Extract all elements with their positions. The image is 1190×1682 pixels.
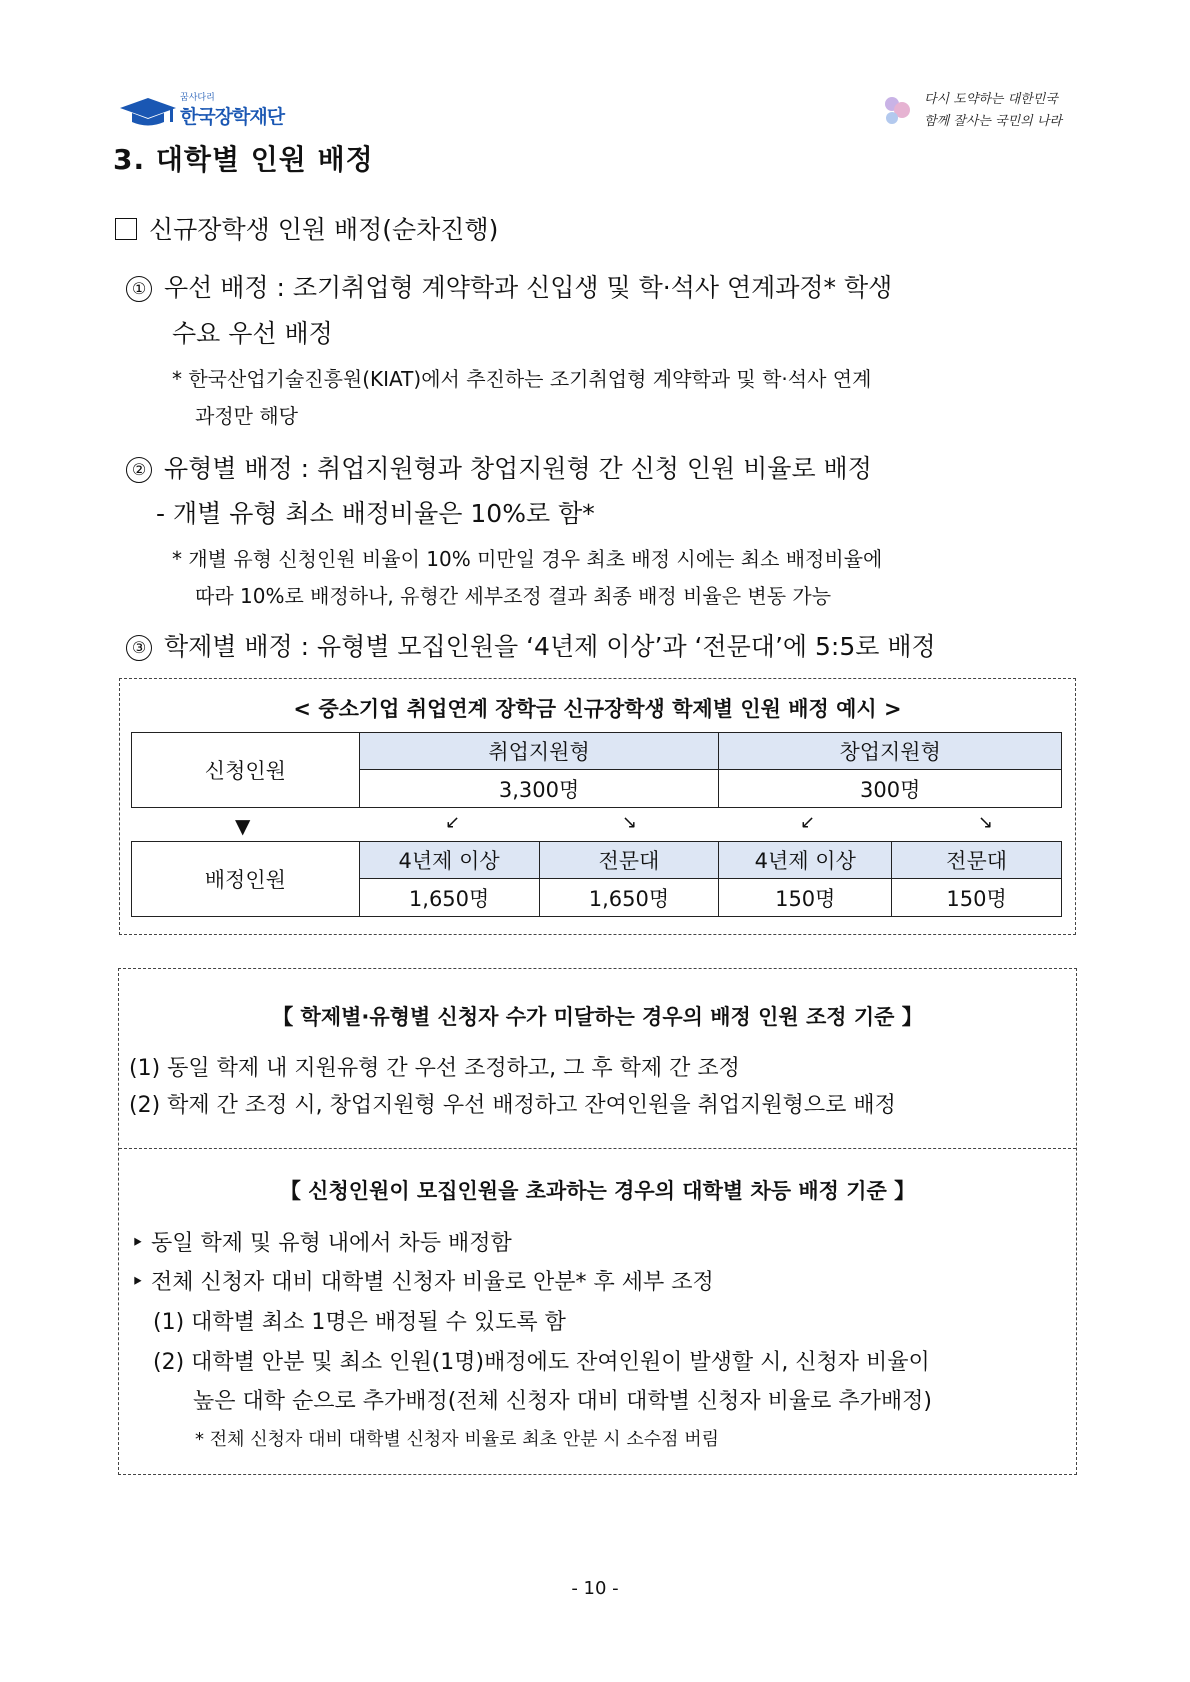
allocation-heading: 신규장학생 인원 배정(순차진행) <box>115 210 498 246</box>
number-2-icon: ② <box>126 457 152 483</box>
criteria-1-line-1: (1) 동일 학제 내 지원유형 간 우선 조정하고, 그 후 학제 간 조정 <box>129 1056 740 1081</box>
applicants-table <box>131 732 1062 808</box>
school-4year-header: 4년제 이상 <box>359 842 539 879</box>
criteria-2-sub-2b: 높은 대학 순으로 추가배정(전체 신청자 대비 대학별 신청자 비율로 추가배정) <box>193 1389 932 1414</box>
criteria-box <box>118 968 1077 1475</box>
slogan-line-2: 함께 잘사는 국민의 나라 <box>924 114 1062 129</box>
type-employment-header: 취업지원형 <box>359 733 719 770</box>
criteria-2-bullet-1: ‣ 동일 학제 및 유형 내에서 차등 배정함 <box>131 1231 512 1256</box>
item-2-note-2: 따라 10%로 배정하나, 유형간 세부조정 결과 최종 배정 비율은 변동 가능 <box>195 584 832 608</box>
item-1-line-2: 수요 우선 배정 <box>172 319 333 348</box>
government-slogan <box>878 84 1078 134</box>
flower-emblem-icon <box>878 90 918 130</box>
item-2-line-1: ② 유형별 배정 : 취업지원형과 창업지원형 간 신청 인원 비율로 배정 <box>126 449 872 485</box>
type-employment-count: 3,300명 <box>359 770 719 808</box>
type-startup-header: 창업지원형 <box>719 733 1062 770</box>
bullet-icon: ‣ <box>131 1231 144 1256</box>
section-title: 3. 대학별 인원 배정 <box>113 143 374 176</box>
criteria-2-sub-2a: (2) 대학별 안분 및 최소 인원(1명)배정에도 잔여인원이 발생할 시, 신청자 비율이 <box>153 1350 930 1375</box>
allocated-count: 1,650명 <box>359 879 539 917</box>
criteria-2-note: * 전체 신청자 대비 대학별 신청자 비율로 최초 안분 시 소수점 버림 <box>195 1429 720 1450</box>
checkbox-square-icon <box>115 218 137 240</box>
number-3-icon: ③ <box>126 635 152 661</box>
school-college-header: 전문대 <box>892 842 1062 879</box>
arrow-down-left-icon: ↙ <box>800 812 816 833</box>
arrow-down-left-icon: ↙ <box>445 812 461 833</box>
allocated-label: 배정인원 <box>132 842 360 917</box>
allocated-count: 150명 <box>719 879 892 917</box>
arrow-down-right-icon: ↘ <box>622 812 638 833</box>
allocated-table <box>131 841 1062 917</box>
number-1-icon: ① <box>126 276 152 302</box>
item-1-line-1: ① 우선 배정 : 조기취업형 계약학과 신입생 및 학·석사 연계과정* 학생 <box>126 268 892 304</box>
criteria-2-bullet-2: ‣ 전체 신청자 대비 대학별 신청자 비율로 안분* 후 세부 조정 <box>131 1270 714 1295</box>
criteria-2-title: 【 신청인원이 모집인원을 초과하는 경우의 대학별 차등 배정 기준 】 <box>279 1179 916 1203</box>
school-college-header: 전문대 <box>539 842 719 879</box>
arrow-down-right-icon: ↘ <box>978 812 994 833</box>
item-1-note-1: * 한국산업기술진흥원(KIAT)에서 추진하는 조기취업형 계약학과 및 학·석사 연계 <box>172 367 872 391</box>
item-2-note-1: * 개별 유형 신청인원 비율이 10% 미만일 경우 최초 배정 시에는 최소 배정비율에 <box>172 547 883 571</box>
slogan-line-1: 다시 도약하는 대한민국 <box>924 92 1058 107</box>
school-4year-header: 4년제 이상 <box>719 842 892 879</box>
criteria-2-sub-1: (1) 대학별 최소 1명은 배정될 수 있도록 함 <box>153 1310 566 1335</box>
item-1-note-2: 과정만 해당 <box>195 404 298 428</box>
criteria-1-line-2: (2) 학제 간 조정 시, 창업지원형 우선 배정하고 잔여인원을 취업지원형으로 배정 <box>129 1093 896 1118</box>
bullet-icon: ‣ <box>131 1270 144 1295</box>
page-number: - 10 - <box>571 1578 619 1599</box>
item-3-line-1: ③ 학제별 배정 : 유형별 모집인원을 ‘4년제 이상’과 ‘전문대’에 5:5로 배정 <box>126 627 936 663</box>
logo-text: 한국장학재단 <box>180 106 285 128</box>
criteria-divider <box>119 1148 1076 1149</box>
allocated-count: 1,650명 <box>539 879 719 917</box>
allocated-count: 150명 <box>892 879 1062 917</box>
kosaf-logo <box>118 88 298 132</box>
applicants-label: 신청인원 <box>132 733 360 808</box>
criteria-1-title: 【 학제별·유형별 신청자 수가 미달하는 경우의 배정 인원 조정 기준 】 <box>272 1005 923 1029</box>
type-startup-count: 300명 <box>719 770 1062 808</box>
down-triangle-icon: ▼ <box>235 814 251 838</box>
graduation-cap-icon <box>118 94 178 128</box>
item-2-sub: - 개별 유형 최소 배정비율은 10%로 함* <box>156 499 595 528</box>
example-title: < 중소기업 취업연계 장학금 신규장학생 학제별 인원 배정 예시 > <box>293 697 902 721</box>
logo-small-text: 꿈사다리 <box>180 93 215 103</box>
allocation-example-box <box>119 678 1076 935</box>
